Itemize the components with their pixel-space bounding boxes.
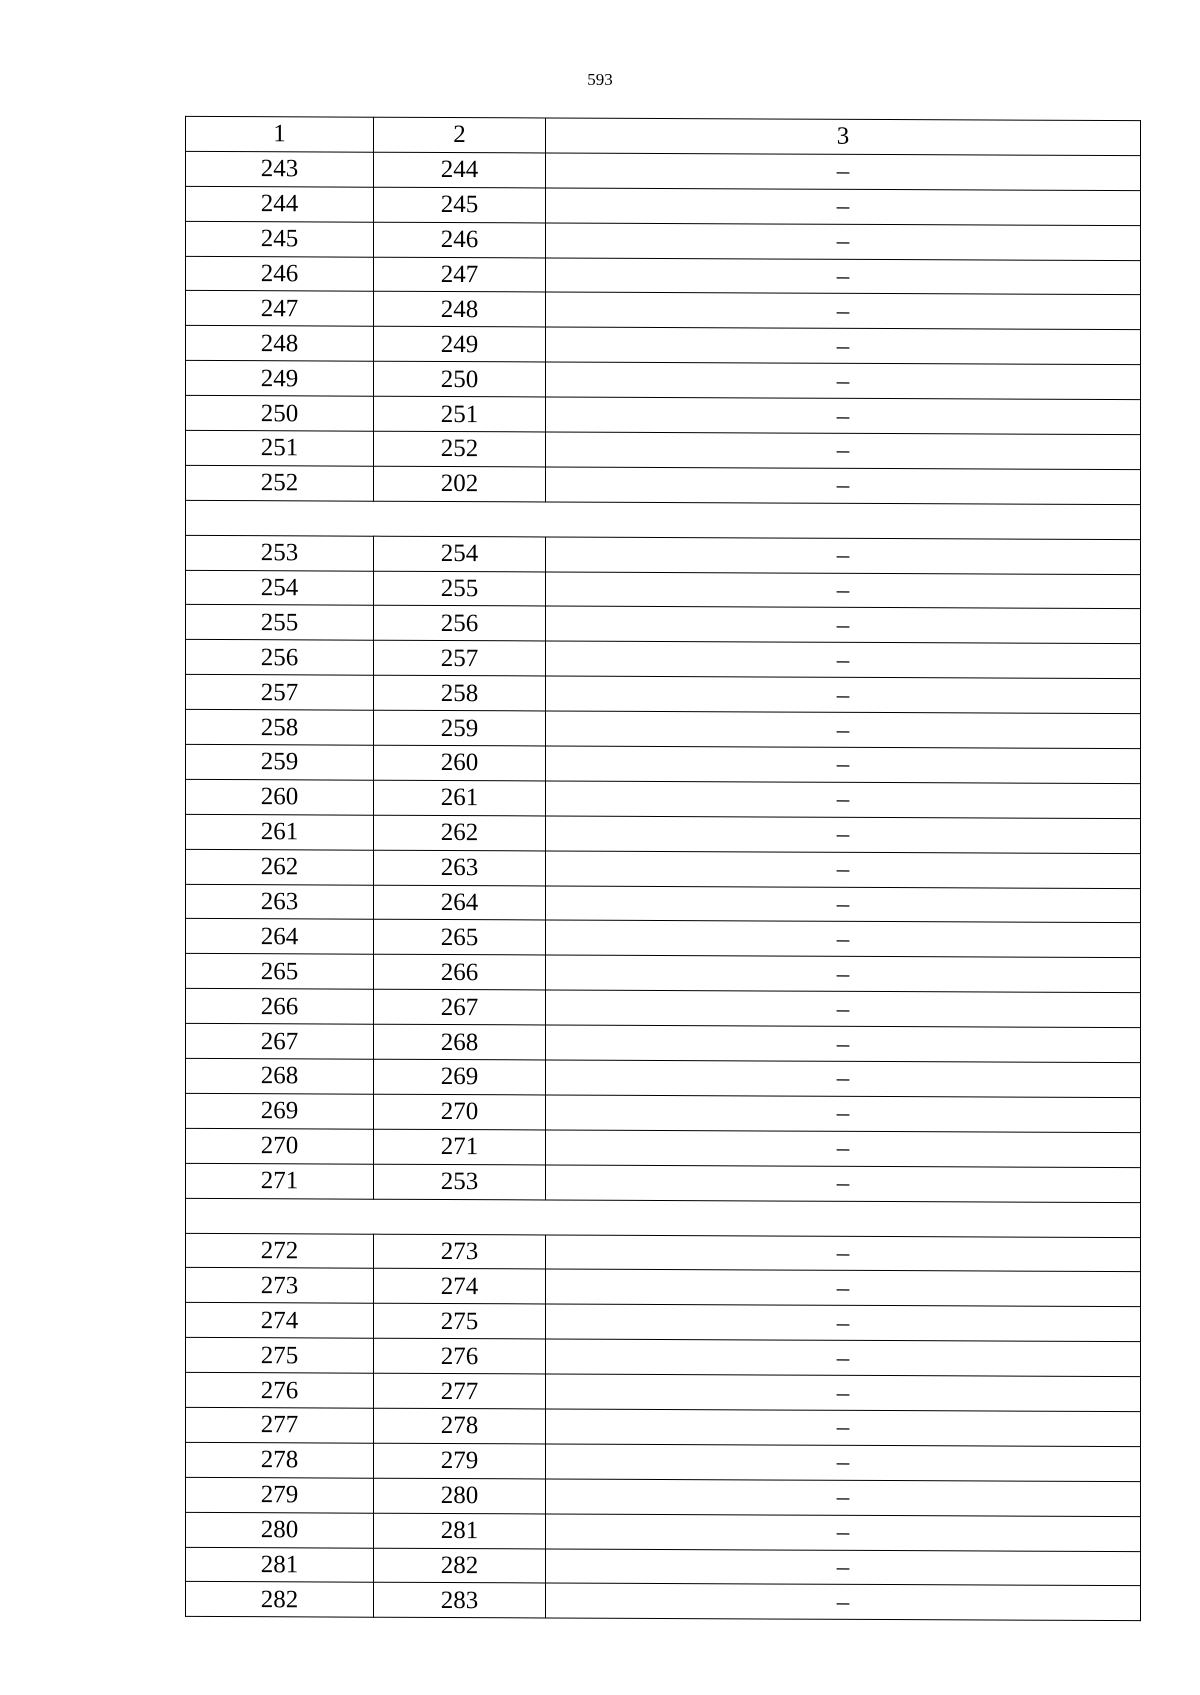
table-cell-col-1: 257 bbox=[186, 675, 374, 711]
table-cell-col-1: 271 bbox=[186, 1163, 374, 1199]
table-row bbox=[186, 221, 1141, 260]
table-cell-col-3: – bbox=[546, 641, 1141, 679]
table-cell-col-2: 280 bbox=[374, 1478, 546, 1514]
table-cell-col-2: 256 bbox=[374, 606, 546, 642]
table-cell-col-3: – bbox=[546, 1269, 1141, 1307]
table-row bbox=[186, 430, 1141, 469]
table-cell-col-1: 263 bbox=[186, 884, 374, 920]
table-cell-col-3: – bbox=[546, 990, 1141, 1028]
table-cell-col-3: – bbox=[546, 1514, 1141, 1552]
table-cell-col-2: 276 bbox=[374, 1338, 546, 1374]
table-cell-col-2: 270 bbox=[374, 1094, 546, 1130]
table-cell-col-2: 244 bbox=[374, 152, 546, 188]
table-cell-col-3: – bbox=[546, 851, 1141, 889]
table-cell-col-1: 251 bbox=[186, 430, 374, 466]
table-cell-col-3: – bbox=[546, 432, 1141, 470]
table-cell-col-2: 250 bbox=[374, 361, 546, 397]
table-cell-col-3: – bbox=[546, 1583, 1141, 1621]
table-cell-col-3: – bbox=[546, 1548, 1141, 1586]
table-cell-col-2: 264 bbox=[374, 885, 546, 921]
table-row bbox=[186, 1093, 1141, 1132]
table-row bbox=[186, 1512, 1141, 1551]
table-cell-col-3: – bbox=[546, 188, 1141, 226]
table-cell-col-1: 254 bbox=[186, 570, 374, 606]
table-row bbox=[186, 640, 1141, 679]
table-row bbox=[186, 675, 1141, 714]
table-cell-col-2: 282 bbox=[374, 1548, 546, 1584]
table-cell-col-1: 280 bbox=[186, 1512, 374, 1548]
table-cell-col-2: 279 bbox=[374, 1443, 546, 1479]
table-cell-col-3: – bbox=[546, 816, 1141, 854]
table-cell-col-1: 281 bbox=[186, 1547, 374, 1583]
table-cell-col-3: – bbox=[546, 1165, 1141, 1203]
table-cell-col-2: 249 bbox=[374, 327, 546, 363]
table-header-row bbox=[186, 116, 1141, 155]
page-number: 593 bbox=[587, 70, 613, 89]
table-cell-col-3: – bbox=[546, 1130, 1141, 1168]
table-cell-col-1: 255 bbox=[186, 605, 374, 641]
table-cell-col-1: 278 bbox=[186, 1442, 374, 1478]
table-row bbox=[186, 1303, 1141, 1342]
table-cell-col-3: – bbox=[546, 327, 1141, 365]
table-cell-col-1: 277 bbox=[186, 1407, 374, 1443]
table-row bbox=[186, 151, 1141, 190]
section-separator-cell bbox=[186, 1198, 1141, 1237]
table-cell-col-3: – bbox=[546, 1444, 1141, 1482]
table-row bbox=[186, 291, 1141, 330]
table-cell-col-1: 260 bbox=[186, 779, 374, 815]
table-cell-col-1: 243 bbox=[186, 151, 374, 187]
table-cell-col-1: 250 bbox=[186, 395, 374, 431]
table-cell-col-1: 249 bbox=[186, 361, 374, 397]
table-cell-col-3: – bbox=[546, 537, 1141, 575]
table-cell-col-2: 257 bbox=[374, 641, 546, 677]
header-cell-3: 3 bbox=[546, 118, 1141, 156]
table-cell-col-3: – bbox=[546, 223, 1141, 261]
table-cell-col-2: 253 bbox=[374, 1164, 546, 1200]
table-row bbox=[186, 256, 1141, 295]
table-cell-col-2: 251 bbox=[374, 396, 546, 432]
table-cell-col-2: 267 bbox=[374, 989, 546, 1025]
table-cell-col-1: 244 bbox=[186, 186, 374, 222]
table-cell-col-3: – bbox=[546, 467, 1141, 505]
table-cell-col-2: 245 bbox=[374, 187, 546, 223]
table-cell-col-3: – bbox=[546, 1374, 1141, 1412]
table-cell-col-3: – bbox=[546, 711, 1141, 749]
table-cell-col-2: 277 bbox=[374, 1373, 546, 1409]
table-row bbox=[186, 919, 1141, 958]
table-row bbox=[186, 1547, 1141, 1586]
section-separator-row bbox=[186, 500, 1141, 539]
table-row bbox=[186, 395, 1141, 434]
table-cell-col-2: 269 bbox=[374, 1059, 546, 1095]
table-row bbox=[186, 186, 1141, 225]
table-cell-col-2: 255 bbox=[374, 571, 546, 607]
table-cell-col-1: 279 bbox=[186, 1477, 374, 1513]
table-row bbox=[186, 605, 1141, 644]
table-cell-col-1: 256 bbox=[186, 640, 374, 676]
table-cell-col-3: – bbox=[546, 886, 1141, 924]
table-cell-col-1: 273 bbox=[186, 1268, 374, 1304]
table-cell-col-1: 268 bbox=[186, 1058, 374, 1094]
section-separator-row bbox=[186, 1198, 1141, 1237]
table-cell-col-2: 252 bbox=[374, 431, 546, 467]
table-cell-col-1: 274 bbox=[186, 1303, 374, 1339]
table-cell-col-3: – bbox=[546, 746, 1141, 784]
table-cell-col-1: 258 bbox=[186, 709, 374, 745]
table-row bbox=[186, 1128, 1141, 1167]
table-cell-col-1: 259 bbox=[186, 744, 374, 780]
table-cell-col-3: – bbox=[546, 606, 1141, 644]
table-cell-col-3: – bbox=[546, 1025, 1141, 1063]
table-cell-col-3: – bbox=[546, 1095, 1141, 1133]
table-cell-col-2: 261 bbox=[374, 780, 546, 816]
table-cell-col-2: 278 bbox=[374, 1408, 546, 1444]
table-cell-col-2: 202 bbox=[374, 466, 546, 502]
table-cell-col-2: 268 bbox=[374, 1024, 546, 1060]
table-row bbox=[186, 1058, 1141, 1097]
table-cell-col-3: – bbox=[546, 292, 1141, 330]
table-row bbox=[186, 709, 1141, 748]
document-table-container bbox=[185, 116, 1141, 1622]
table-cell-col-3: – bbox=[546, 572, 1141, 610]
table-row bbox=[186, 814, 1141, 853]
table-cell-col-1: 276 bbox=[186, 1372, 374, 1408]
table-cell-col-3: – bbox=[546, 1409, 1141, 1447]
table-cell-col-2: 263 bbox=[374, 850, 546, 886]
table-row bbox=[186, 884, 1141, 923]
table-cell-col-2: 283 bbox=[374, 1583, 546, 1619]
table-cell-col-3: – bbox=[546, 1479, 1141, 1517]
table-cell-col-1: 272 bbox=[186, 1233, 374, 1269]
table-cell-col-2: 274 bbox=[374, 1269, 546, 1305]
table-cell-col-3: – bbox=[546, 1234, 1141, 1272]
table-cell-col-1: 247 bbox=[186, 291, 374, 327]
table-cell-col-2: 248 bbox=[374, 292, 546, 328]
table-row bbox=[186, 1233, 1141, 1272]
table-cell-col-1: 248 bbox=[186, 326, 374, 362]
table-cell-col-1: 282 bbox=[186, 1582, 374, 1618]
table-cell-col-1: 265 bbox=[186, 954, 374, 990]
table-cell-col-1: 270 bbox=[186, 1128, 374, 1164]
table-cell-col-3: – bbox=[546, 781, 1141, 819]
table-cell-col-2: 281 bbox=[374, 1513, 546, 1549]
table-cell-col-1: 245 bbox=[186, 221, 374, 257]
table-body bbox=[186, 151, 1141, 1621]
table-row bbox=[186, 849, 1141, 888]
table-cell-col-3: – bbox=[546, 1339, 1141, 1377]
table-cell-col-2: 246 bbox=[374, 222, 546, 258]
table-cell-col-2: 258 bbox=[374, 675, 546, 711]
table-row bbox=[186, 954, 1141, 993]
table-row bbox=[186, 1338, 1141, 1377]
header-cell-1: 1 bbox=[186, 116, 374, 152]
table-row bbox=[186, 989, 1141, 1028]
table-cell-col-1: 269 bbox=[186, 1093, 374, 1129]
table-row bbox=[186, 1268, 1141, 1307]
table-row bbox=[186, 1442, 1141, 1481]
table-cell-col-3: – bbox=[546, 258, 1141, 296]
table-cell-col-2: 275 bbox=[374, 1303, 546, 1339]
table-cell-col-2: 266 bbox=[374, 955, 546, 991]
table-row bbox=[186, 1372, 1141, 1411]
table-row bbox=[186, 361, 1141, 400]
table-cell-col-1: 267 bbox=[186, 1023, 374, 1059]
table-cell-col-3: – bbox=[546, 153, 1141, 191]
document-table bbox=[185, 116, 1141, 1622]
table-row bbox=[186, 326, 1141, 365]
table-cell-col-2: 259 bbox=[374, 710, 546, 746]
table-cell-col-1: 264 bbox=[186, 919, 374, 955]
table-cell-col-1: 252 bbox=[186, 465, 374, 501]
table-row bbox=[186, 465, 1141, 504]
table-row bbox=[186, 1477, 1141, 1516]
table-row bbox=[186, 1023, 1141, 1062]
table-cell-col-3: – bbox=[546, 955, 1141, 993]
table-cell-col-2: 254 bbox=[374, 536, 546, 572]
table-cell-col-1: 246 bbox=[186, 256, 374, 292]
header-cell-2: 2 bbox=[374, 117, 546, 153]
section-separator-cell bbox=[186, 500, 1141, 539]
table-cell-col-2: 262 bbox=[374, 815, 546, 851]
table-cell-col-1: 262 bbox=[186, 849, 374, 885]
table-cell-col-2: 273 bbox=[374, 1234, 546, 1270]
table-cell-col-1: 261 bbox=[186, 814, 374, 850]
table-cell-col-2: 271 bbox=[374, 1129, 546, 1165]
table-cell-col-3: – bbox=[546, 1304, 1141, 1342]
table-cell-col-1: 266 bbox=[186, 989, 374, 1025]
table-cell-col-2: 265 bbox=[374, 920, 546, 956]
table-row bbox=[186, 1582, 1141, 1621]
table-cell-col-2: 247 bbox=[374, 257, 546, 293]
table-row bbox=[186, 744, 1141, 783]
table-cell-col-3: – bbox=[546, 362, 1141, 400]
table-row bbox=[186, 535, 1141, 574]
table-cell-col-3: – bbox=[546, 397, 1141, 435]
table-row bbox=[186, 1407, 1141, 1446]
table-row bbox=[186, 1163, 1141, 1202]
table-cell-col-3: – bbox=[546, 676, 1141, 714]
table-cell-col-2: 260 bbox=[374, 745, 546, 781]
table-row bbox=[186, 570, 1141, 609]
table-cell-col-1: 275 bbox=[186, 1338, 374, 1374]
table-cell-col-1: 253 bbox=[186, 535, 374, 571]
table-cell-col-3: – bbox=[546, 920, 1141, 958]
table-row bbox=[186, 779, 1141, 818]
table-cell-col-3: – bbox=[546, 1060, 1141, 1098]
